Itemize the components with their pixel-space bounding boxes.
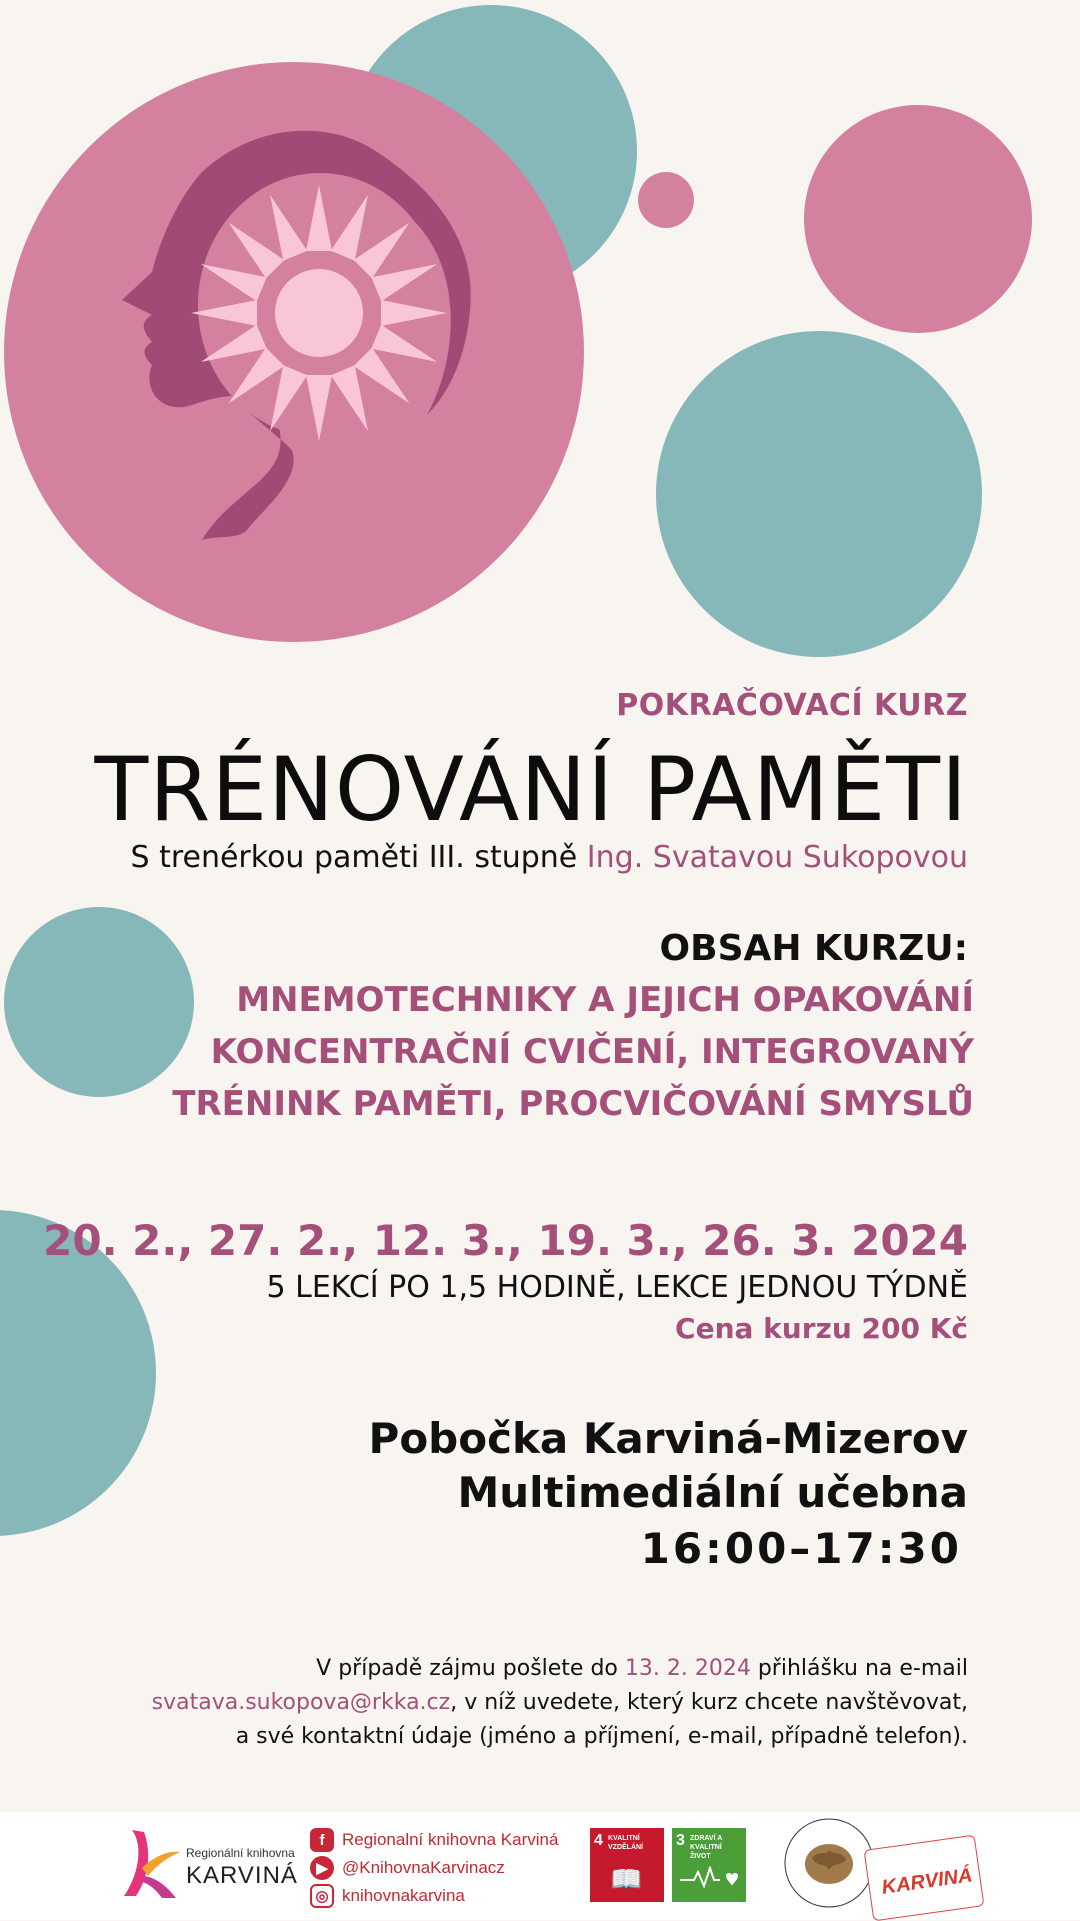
content-heading: OBSAH KURZU: xyxy=(659,928,968,969)
instagram-icon: ◎ xyxy=(310,1884,334,1908)
youtube-link[interactable] xyxy=(310,1856,505,1880)
sdg-4-badge xyxy=(590,1828,664,1902)
course-dates: 20. 2., 27. 2., 12. 3., 19. 3., 26. 3. 2024 xyxy=(43,1216,968,1265)
library-logo-name: KARVINÁ xyxy=(186,1862,298,1889)
info-text: V případě zájmu pošlete do xyxy=(316,1656,625,1681)
deadline-date: 13. 2. 2024 xyxy=(624,1656,751,1681)
page-title: TRÉNOVÁNÍ PAMĚTI xyxy=(94,738,968,841)
info-text: přihlášku na e-mail xyxy=(750,1656,968,1681)
facebook-icon: f xyxy=(310,1828,334,1852)
pink-circle-right xyxy=(804,105,1032,333)
heartbeat-icon xyxy=(680,1866,738,1890)
sdg-4-number: 4 xyxy=(594,1832,603,1849)
sdg-3-badge xyxy=(672,1828,746,1902)
venue-branch: Pobočka Karviná-Mizerov xyxy=(368,1414,968,1463)
facebook-label: Regionalní knihovna Karviná xyxy=(342,1830,559,1849)
library-logo-icon xyxy=(114,1826,184,1902)
pink-circle-small xyxy=(638,172,694,228)
library-logo-top: Regionální knihovna xyxy=(186,1846,295,1860)
sdg-3-number: 3 xyxy=(676,1832,685,1849)
kicker: POKRAČOVACÍ KURZ xyxy=(616,688,968,723)
sdg-4-label: KVALITNÍ VZDĚLÁNÍ xyxy=(608,1835,643,1851)
memory-society-seal xyxy=(782,1816,876,1910)
city-logo-text: KARVINÁ xyxy=(880,1864,974,1899)
youtube-icon: ▶ xyxy=(310,1856,334,1880)
instagram-label: knihovnakarvina xyxy=(342,1886,465,1905)
head-illustration xyxy=(2,60,586,644)
subtitle-prefix: S trenérkou paměti III. stupně xyxy=(130,840,587,875)
sdg-3-label: ZDRAVÍ A KVALITNÍ ŽIVOT xyxy=(690,1835,723,1860)
info-line-3: a své kontaktní údaje (jméno a příjmení, e-mail, případně telefon). xyxy=(235,1724,968,1749)
youtube-label: @KnihovnaKarvinacz xyxy=(342,1858,505,1877)
book-icon: 📖 xyxy=(610,1864,643,1894)
venue-room: Multimediální učebna xyxy=(457,1468,968,1517)
facebook-link[interactable] xyxy=(310,1828,558,1852)
email-link[interactable]: svatava.sukopova@rkka.cz xyxy=(151,1690,451,1715)
course-time: 16:00–17:30 xyxy=(640,1524,962,1573)
lessons-info: 5 LEKCÍ PO 1,5 HODINĚ, LEKCE JEDNOU TÝDNĚ xyxy=(266,1270,968,1305)
instagram-link[interactable] xyxy=(310,1884,465,1908)
info-text: , v níž uvedete, který kurz chcete navštěvovat, xyxy=(450,1690,968,1715)
trainer-name: Ing. Svatavou Sukopovou xyxy=(586,840,968,875)
city-logo xyxy=(864,1835,985,1921)
info-line-1 xyxy=(316,1656,968,1681)
info-line-2 xyxy=(152,1690,968,1715)
teal-circle-right xyxy=(656,331,982,657)
content-line-3: TRÉNINK PAMĚTI, PROCVIČOVÁNÍ SMYSLŮ xyxy=(172,1084,974,1124)
subtitle xyxy=(130,840,968,875)
course-price: Cena kurzu 200 Kč xyxy=(675,1312,968,1345)
content-line-1: MNEMOTECHNIKY A JEJICH OPAKOVÁNÍ xyxy=(236,980,974,1020)
content-line-2: KONCENTRAČNÍ CVIČENÍ, INTEGROVANÝ xyxy=(210,1032,974,1072)
teal-circle-left-mid xyxy=(4,907,194,1097)
